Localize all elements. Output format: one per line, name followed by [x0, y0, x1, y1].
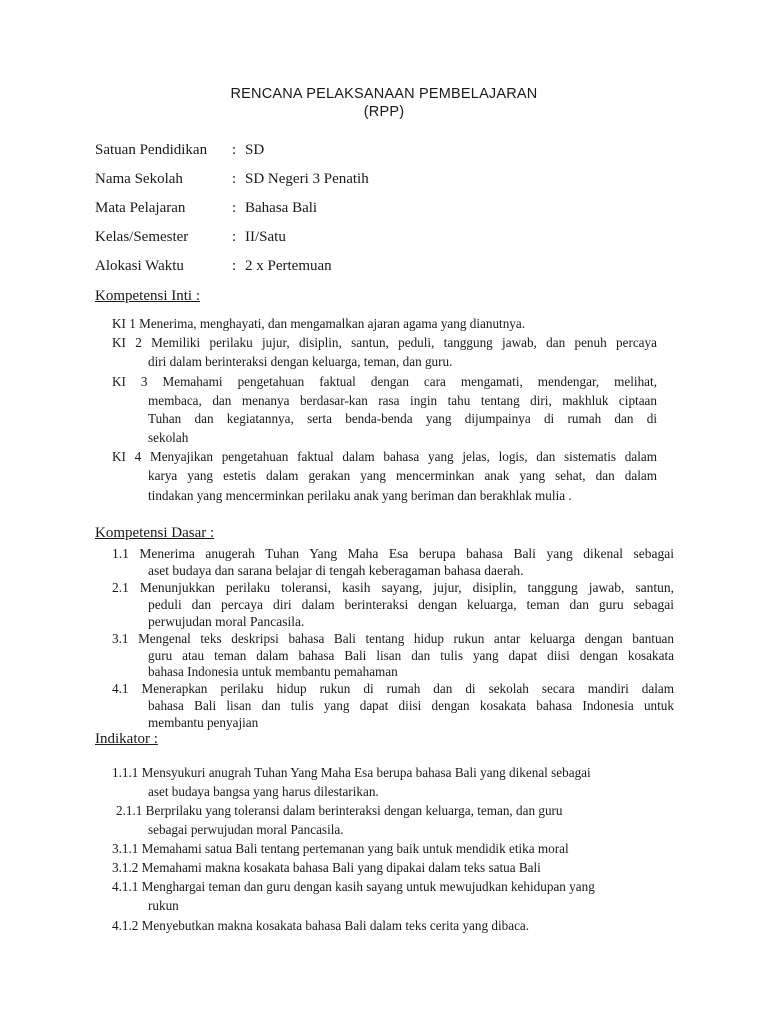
ki-line: sekolah	[148, 430, 189, 445]
indikator-line: aset budaya bangsa yang harus dilestarikan.	[148, 784, 379, 799]
indikator-line: 2.1.1 Berprilaku yang toleransi dalam berinteraksi dengan keluarga, teman, dan guru	[116, 803, 563, 818]
kd-line: peduli dan percaya diri dalam berinteraksi dengan keluarga, teman dan guru sebagai	[148, 597, 674, 612]
identity-separator: :	[232, 171, 237, 187]
kd-line: guru atau teman dalam bahasa Bali lisan dan tulis yang dapat diisi dengan kosakata	[148, 648, 674, 663]
kd-line: bahasa Bali lisan dan tulis yang dapat diisi dengan kosakata bahasa Indonesia untuk	[148, 698, 674, 713]
indikator-line: 3.1.2 Memahami makna kosakata bahasa Bali yang dipakai dalam teks satua Bali	[112, 860, 541, 875]
identity-value: Bahasa Bali	[245, 200, 318, 216]
kd-line: membantu penyajian	[148, 715, 259, 730]
identity-value: 2 x Pertemuan	[245, 258, 332, 274]
indikator-line: sebagai perwujudan moral Pancasila.	[148, 822, 344, 837]
ki-line: diri dalam berinteraksi dengan keluarga, teman, dan guru.	[148, 354, 453, 369]
indikator-line: rukun	[148, 898, 179, 913]
ki-line: KI 3 Memahami pengetahuan faktual dengan cara mengamati, mendengar, melihat,	[112, 374, 657, 389]
indikator-line: 1.1.1 Mensyukuri anugrah Tuhan Yang Maha Esa berupa bahasa Bali yang dikenal sebagai	[112, 765, 591, 780]
kd-line: 3.1 Mengenal teks deskripsi bahasa Bali tentang hidup rukun antar keluarga dengan bantuan	[112, 631, 674, 646]
kd-line: perwujudan moral Pancasila.	[148, 614, 305, 629]
identity-separator: :	[232, 258, 237, 274]
kompetensi-dasar-heading: Kompetensi Dasar :	[95, 525, 215, 541]
identity-label: Kelas/Semester	[95, 229, 189, 245]
ki-line: KI 1 Menerima, menghayati, dan mengamalkan ajaran agama yang dianutnya.	[112, 316, 526, 331]
identity-separator: :	[232, 200, 237, 216]
document-subtitle: (RPP)	[363, 104, 405, 120]
identity-label: Nama Sekolah	[95, 171, 183, 187]
ki-line: Tuhan dan kegiatannya, serta benda-benda yang dijumpainya di rumah dan di	[148, 411, 657, 426]
document-title: RENCANA PELAKSANAAN PEMBELAJARAN	[230, 86, 538, 102]
indikator-line: 4.1.1 Menghargai teman dan guru dengan kasih sayang untuk mewujudkan kehidupan yang	[112, 879, 595, 894]
kd-line: 1.1 Menerima anugerah Tuhan Yang Maha Esa berupa bahasa Bali yang dikenal sebagai	[112, 546, 674, 561]
identity-value: SD Negeri 3 Penatih	[245, 171, 369, 187]
kd-line: aset budaya dan sarana belajar di tengah keberagaman bahasa daerah.	[148, 563, 524, 578]
ki-line: karya yang estetis dalam gerakan yang mencerminkan anak yang sehat, dan dalam	[148, 468, 657, 483]
identity-separator: :	[232, 142, 237, 158]
indikator-line: 4.1.2 Menyebutkan makna kosakata bahasa Bali dalam teks cerita yang dibaca.	[112, 918, 530, 933]
ki-line: tindakan yang mencerminkan perilaku anak yang beriman dan berakhlak mulia .	[148, 488, 572, 503]
kd-line: bahasa Indonesia untuk membantu pemahaman	[148, 664, 398, 679]
identity-value: SD	[245, 142, 265, 158]
ki-line: KI 4 Menyajikan pengetahuan faktual dalam bahasa yang jelas, logis, dan sistematis dalam	[112, 449, 657, 464]
ki-line: membaca, dan menanya berdasar-kan rasa ingin tahu tentang diri, makhluk ciptaan	[148, 393, 657, 408]
identity-label: Mata Pelajaran	[95, 200, 186, 216]
kompetensi-inti-heading: Kompetensi Inti :	[95, 288, 200, 304]
indikator-line: 3.1.1 Memahami satua Bali tentang pertemanan yang baik untuk mendidik etika moral	[112, 841, 569, 856]
identity-label: Satuan Pendidikan	[95, 142, 208, 158]
identity-separator: :	[232, 229, 237, 245]
kd-line: 2.1 Menunjukkan perilaku toleransi, kasih sayang, jujur, disiplin, tanggung jawab, santun,	[112, 580, 674, 595]
ki-line: KI 2 Memiliki perilaku jujur, disiplin, santun, peduli, tanggung jawab, dan penuh percaya	[112, 335, 657, 350]
identity-label: Alokasi Waktu	[95, 258, 184, 274]
kd-line: 4.1 Menerapkan perilaku hidup rukun di rumah dan di sekolah secara mandiri dalam	[112, 681, 674, 696]
identity-value: II/Satu	[245, 229, 286, 245]
indikator-heading: Indikator :	[95, 731, 158, 747]
